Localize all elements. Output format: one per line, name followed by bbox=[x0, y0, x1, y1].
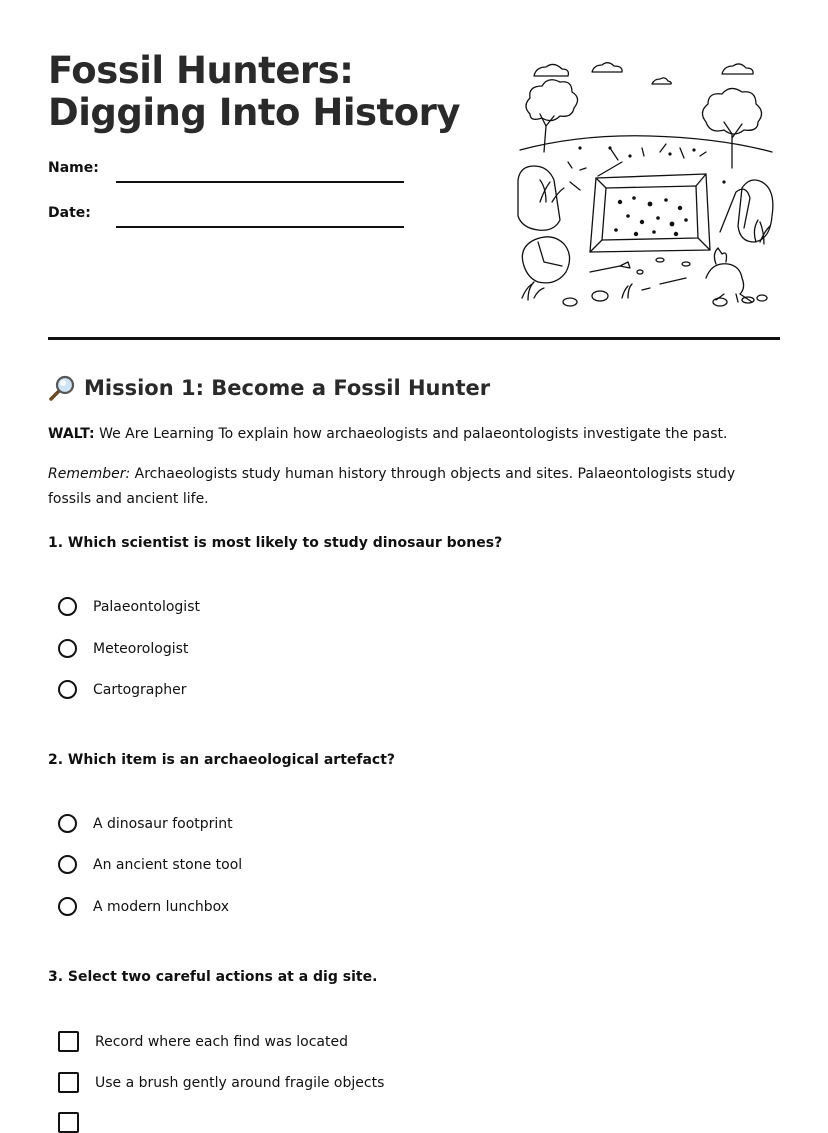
option-label: A dinosaur footprint bbox=[93, 815, 233, 832]
radio-button[interactable] bbox=[58, 597, 77, 616]
option-label: Meteorologist bbox=[93, 640, 189, 657]
mission-heading bbox=[48, 374, 490, 402]
radio-button[interactable] bbox=[58, 680, 77, 699]
q2-option-2[interactable] bbox=[58, 855, 242, 874]
checkbox[interactable] bbox=[58, 1072, 79, 1093]
checkbox[interactable] bbox=[58, 1031, 79, 1052]
page-title: Fossil Hunters: Digging Into History bbox=[48, 49, 460, 134]
question-1: 1. Which scientist is most likely to study dinosaur bones? bbox=[48, 535, 503, 551]
q2-option-3[interactable] bbox=[58, 897, 229, 916]
remember-text: Archaeologists study human history through objects and sites. Palaeontologists study fossils and ancient life. bbox=[48, 466, 736, 507]
date-field[interactable] bbox=[116, 226, 404, 228]
question-2: 2. Which item is an archaeological artefact? bbox=[48, 752, 396, 768]
checkbox[interactable] bbox=[58, 1112, 79, 1133]
walt-statement bbox=[48, 422, 778, 447]
dig-site-illustration bbox=[510, 52, 782, 318]
walt-text: We Are Learning To explain how archaeologists and palaeontologists investigate the past. bbox=[94, 426, 728, 442]
option-label: Palaeontologist bbox=[93, 598, 200, 615]
radio-button[interactable] bbox=[58, 897, 77, 916]
option-label: A modern lunchbox bbox=[93, 898, 230, 915]
q1-option-3[interactable] bbox=[58, 680, 187, 699]
option-label: Use a brush gently around fragile objects bbox=[95, 1074, 385, 1091]
remember-label: Remember: bbox=[48, 466, 131, 482]
date-label: Date: bbox=[48, 205, 91, 221]
radio-button[interactable] bbox=[58, 855, 77, 874]
question-3: 3. Select two careful actions at a dig site. bbox=[48, 969, 378, 985]
magnifying-glass-icon bbox=[48, 374, 76, 402]
q1-option-2[interactable] bbox=[58, 639, 188, 658]
mission-title: Mission 1: Become a Fossil Hunter bbox=[84, 376, 491, 400]
name-label: Name: bbox=[48, 160, 99, 176]
section-divider bbox=[48, 337, 780, 340]
q3-option-2[interactable] bbox=[58, 1072, 384, 1093]
remember-note bbox=[48, 462, 778, 512]
q3-option-1[interactable] bbox=[58, 1031, 348, 1052]
name-field[interactable] bbox=[116, 181, 404, 183]
option-label: An ancient stone tool bbox=[93, 856, 243, 873]
option-label: Record where each find was located bbox=[95, 1033, 349, 1050]
radio-button[interactable] bbox=[58, 814, 77, 833]
radio-button[interactable] bbox=[58, 639, 77, 658]
option-label: Cartographer bbox=[93, 681, 187, 698]
q2-option-1[interactable] bbox=[58, 814, 233, 833]
walt-label: WALT: bbox=[48, 426, 95, 442]
q1-option-1[interactable] bbox=[58, 597, 200, 616]
